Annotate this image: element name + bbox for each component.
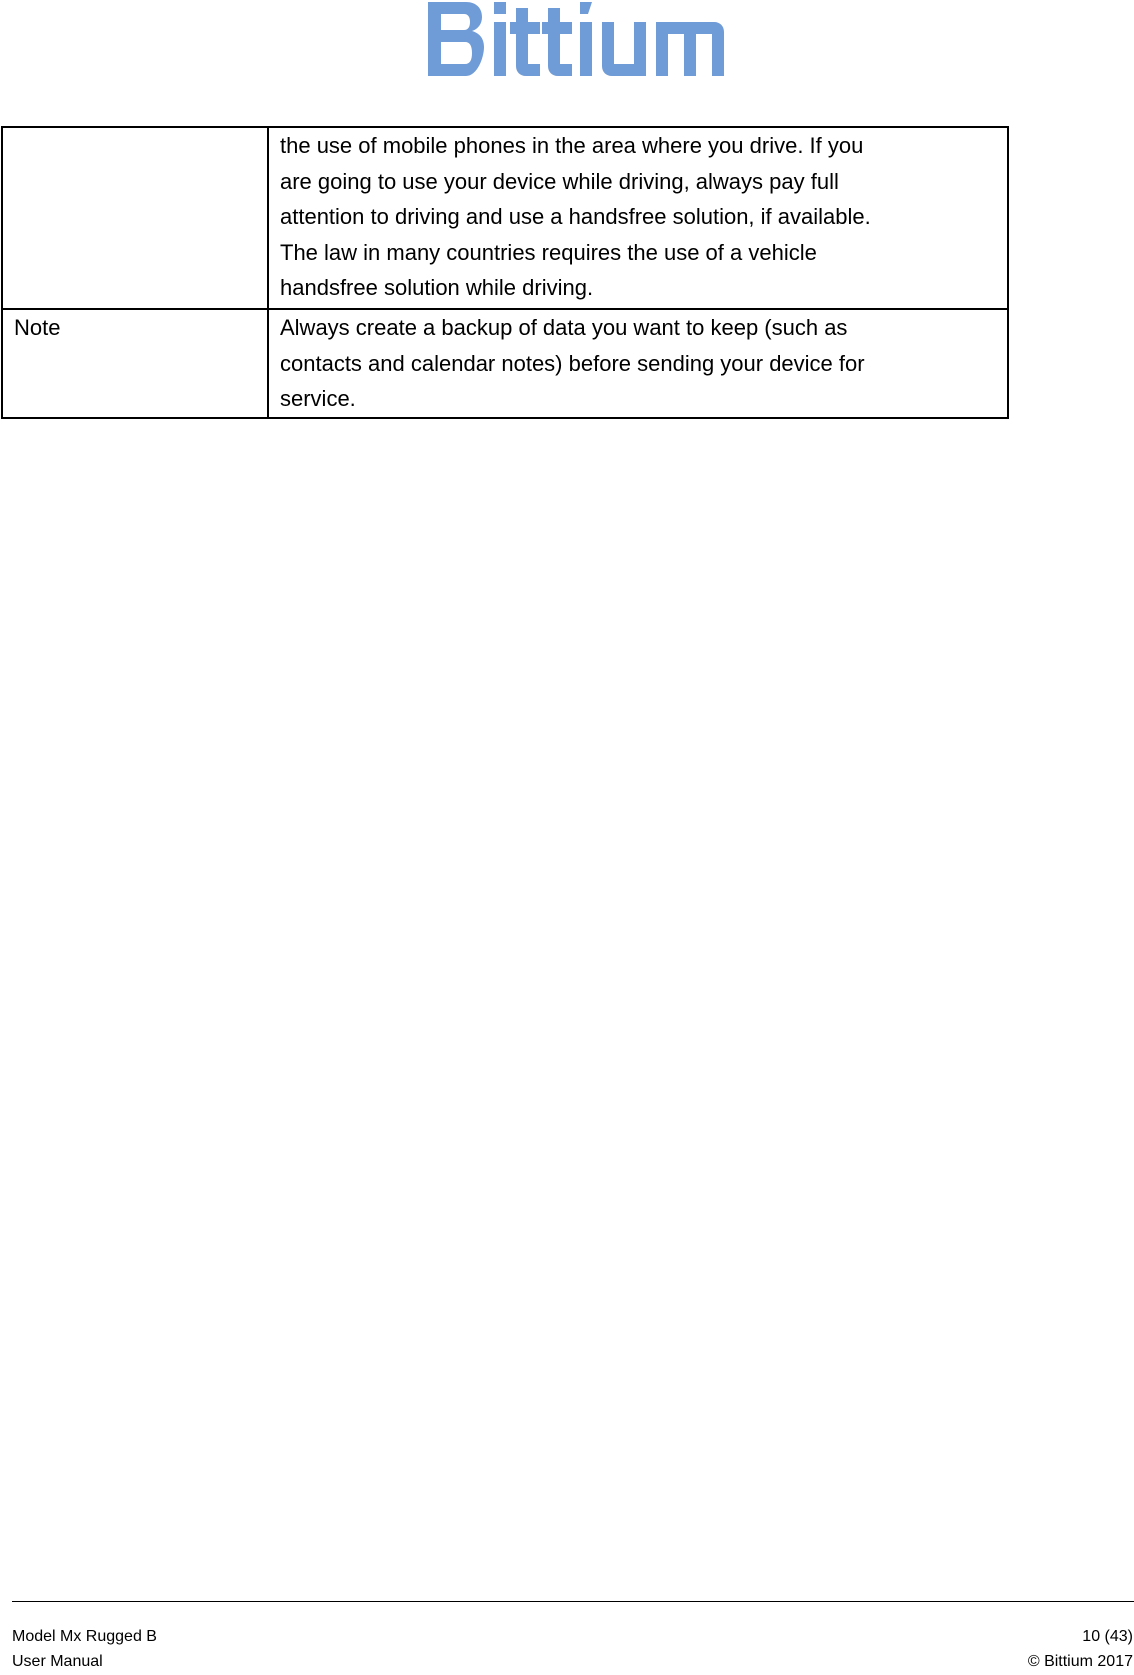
bittium-logo bbox=[428, 0, 748, 80]
table-row bbox=[2, 309, 1008, 418]
footer-copyright: © Bittium 2017 bbox=[1027, 1653, 1133, 1670]
bittium-logo-graphic bbox=[428, 0, 748, 80]
row-text: the use of mobile phones in the area where you drive. If you are going to use your device while driving, always pay full attention to driving and use a handsfree solution, if available. The law in many countries requires the use of a vehicle handsfree solution while driving. bbox=[280, 133, 871, 300]
safety-info-table bbox=[1, 126, 1009, 419]
footer-model-name: Model Mx Rugged B bbox=[12, 1628, 157, 1645]
table-row bbox=[2, 127, 1008, 309]
footer-page-number: 10 (43) bbox=[1082, 1628, 1133, 1645]
table-label-cell bbox=[2, 309, 268, 418]
row-label-note: Note bbox=[14, 315, 61, 340]
footer-divider bbox=[12, 1601, 1134, 1602]
table-text-cell bbox=[268, 127, 1008, 309]
row-text-note: Always create a backup of data you want to keep (such as contacts and calendar notes) before sending your device for service. bbox=[280, 315, 865, 411]
table-label-cell bbox=[2, 127, 268, 309]
table-text-cell bbox=[268, 309, 1008, 418]
footer-doc-type: User Manual bbox=[12, 1653, 103, 1670]
